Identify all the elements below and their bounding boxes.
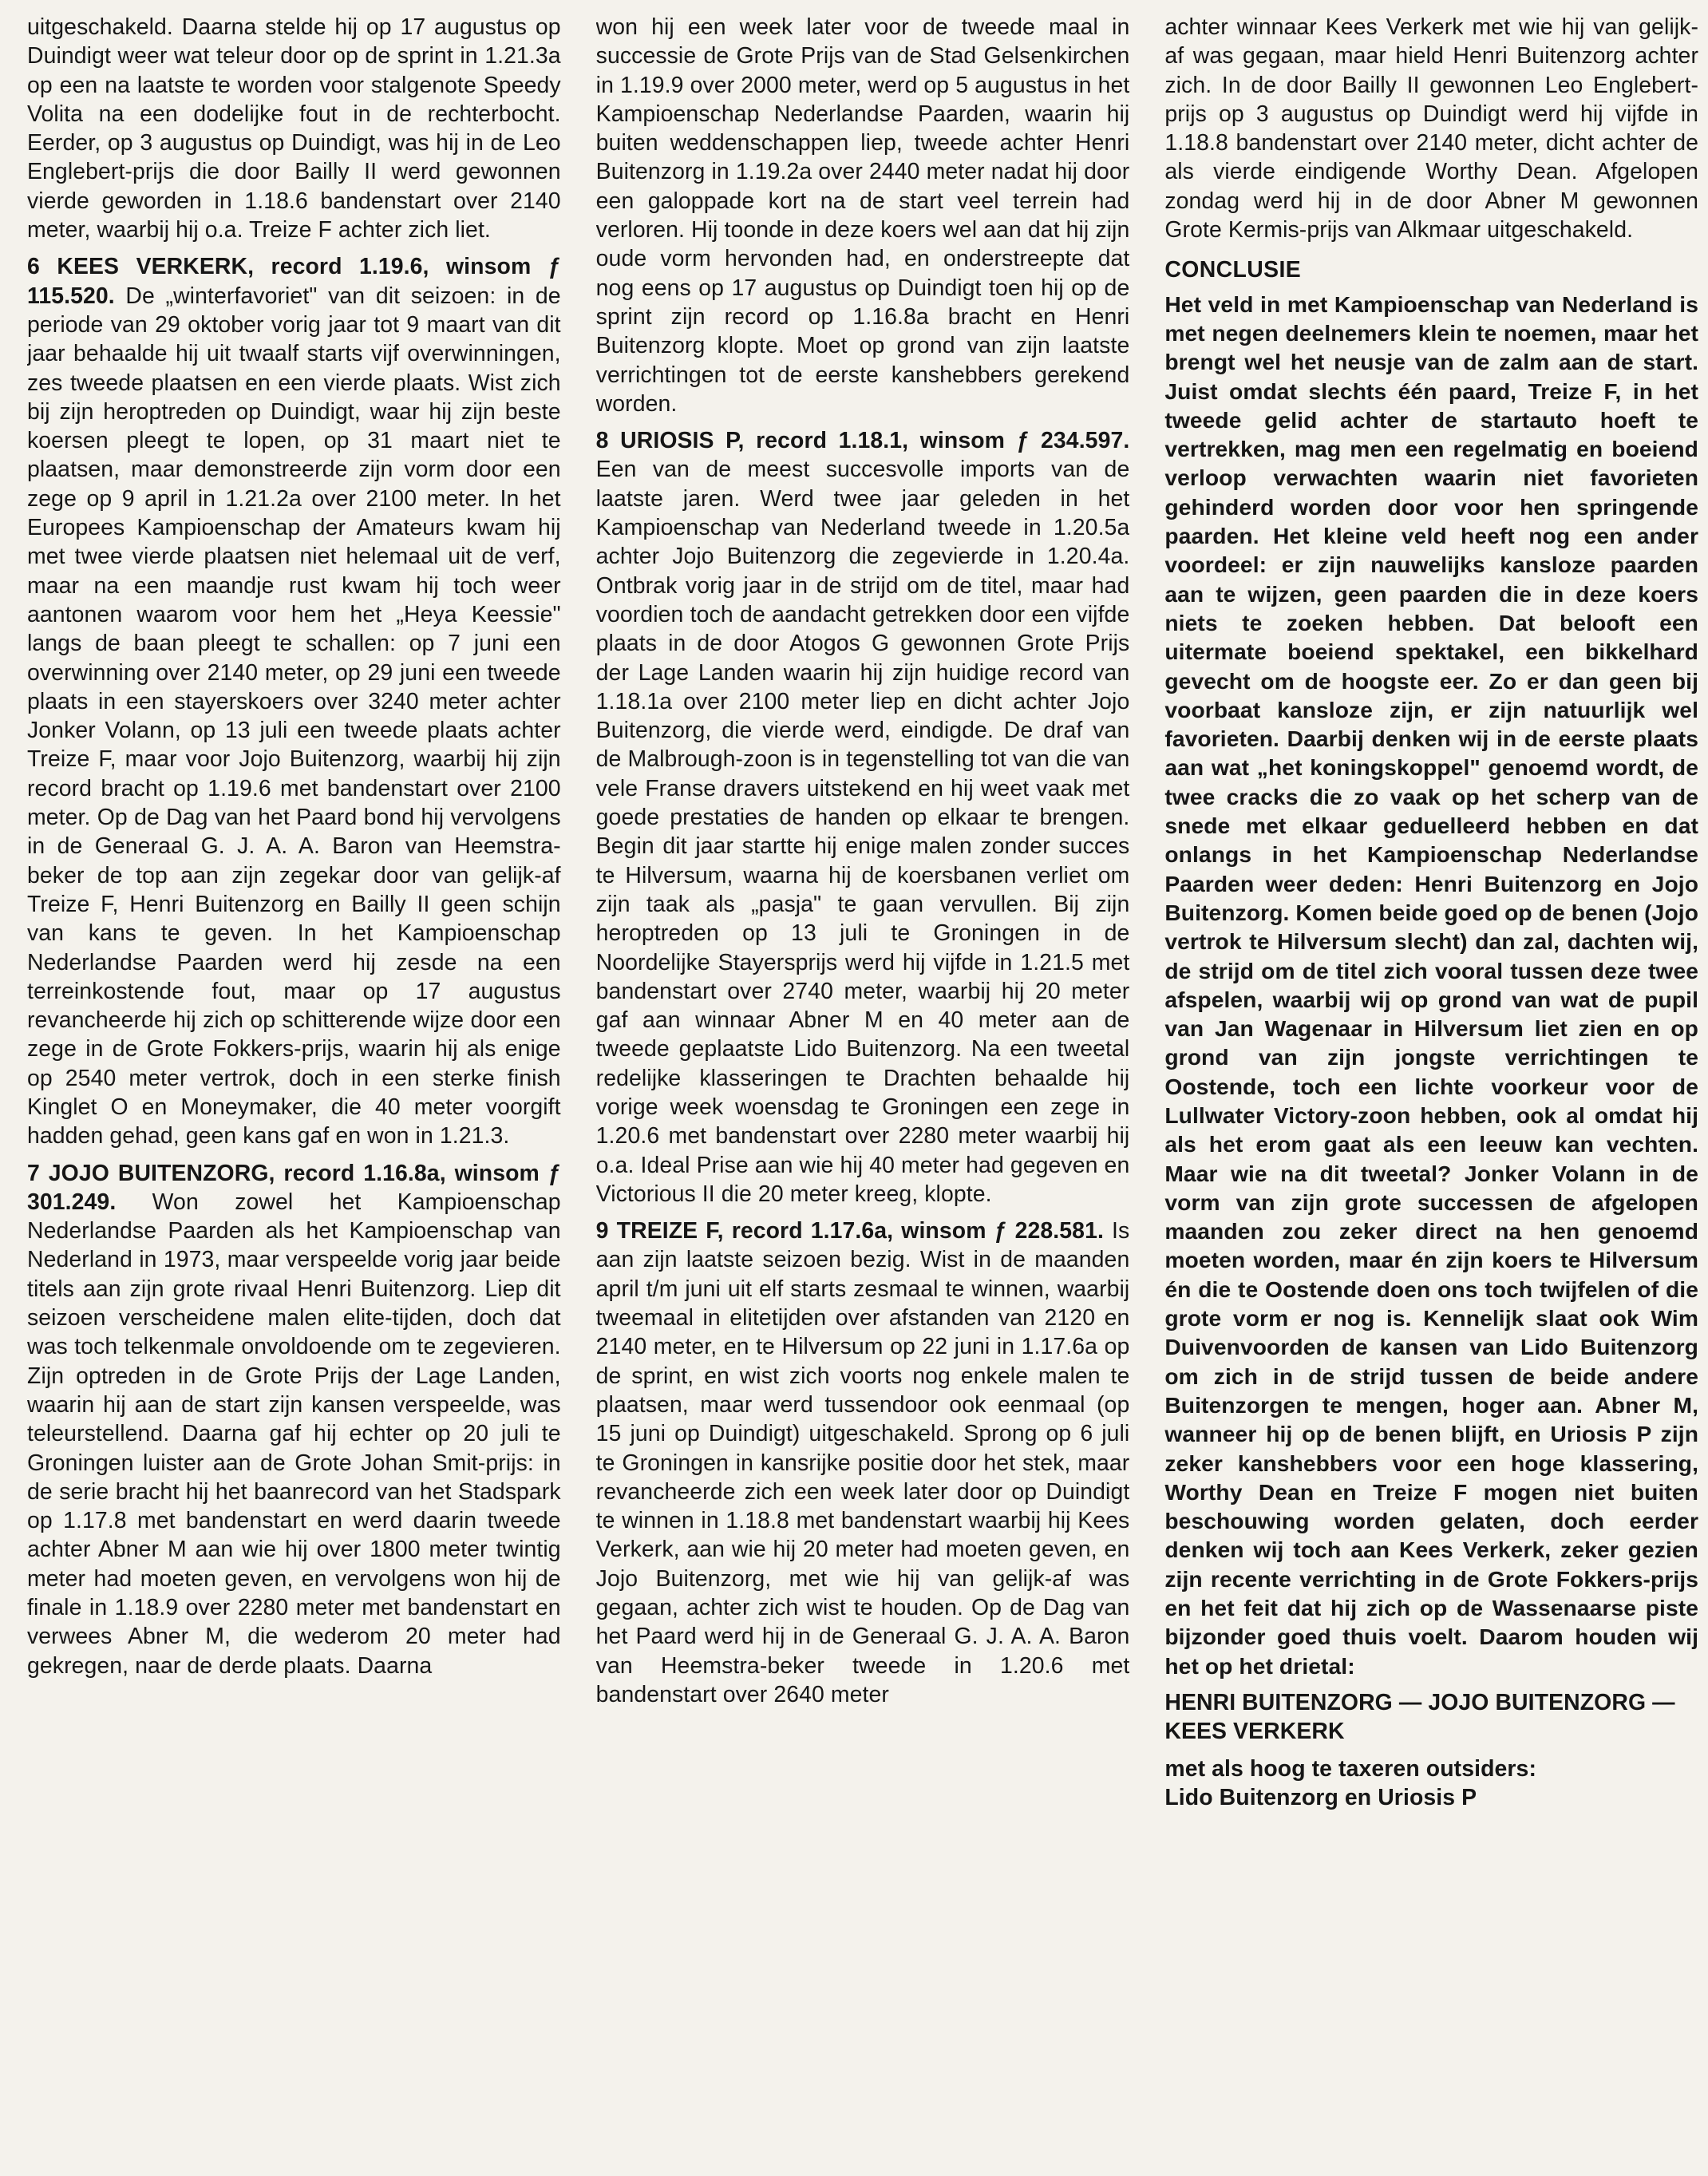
column-right [1164, 13, 1698, 2176]
final-verdict: HENRI BUITENZORG — JOJO BUITENZORG — KEES VERKERK [1164, 1689, 1675, 1745]
entry-text: De „winterfavoriet" van dit seizoen: in de periode van 29 oktober vorig jaar tot 9 maart van dit jaar behaalde hij uit twaalf starts vijf overwinningen, zes tweede plaatsen en een vierde plaats. Wist zich bij zijn heroptreden op Duindigt, waar hij zijn beste koersen pleegt te lopen, op 31 maart niet te plaatsen, maar demonstreerde zijn vorm door een zege op 9 april in 1.21.2a over 2100 meter. In het Europees Kampioenschap der Amateurs kwam hij met twee vierde plaatsen niet helemaal uit de verf, maar na een maandje rust kwam hij toch weer aantonen waarom voor hem het „Heya Keessie" langs de baan pleegt te schallen: op 7 juni een overwinning over 2140 meter, op 29 juni een tweede plaats in een stayerskoers over 3240 meter achter Jonker Volann, op 13 juli een tweede plaats achter Treize F, maar voor Jojo Buitenzorg, waarbij hij zijn record bracht op 1.19.6 met bandenstart over 2100 meter. Op de Dag van het Paard bond hij vervolgens in de Generaal G. J. A. A. Baron van Heemstra-beker de top aan zijn zegekar door van gelijk-af Treize F, Henri Buitenzorg en Bailly II geen schijn van kans te geven. In het Kampioenschap Nederlandse Paarden werd hij zesde na een terreinkostende fout, maar op 17 augustus revancheerde hij zich op schitterende wijze door een zege in de Grote Fokkers-prijs, waarin hij als enige op 2540 meter vertrok, doch in een sterke finish Kinglet O en Moneymaker, die 40 meter voorgift hadden gehad, geen kans gaf en won in 1.21.3. [27, 283, 561, 1149]
section-heading-conclusie: CONCLUSIE [1164, 257, 1302, 283]
entry-kees-verkerk [27, 252, 561, 1150]
outsiders-note [1164, 1755, 1698, 1813]
entry-text: Won zowel het Kampioenschap Nederlandse Paarden als het Kampioenschap van Nederland in 1973, maar verspeelde vorig jaar beide titels aan zijn grote rivaal Henri Buitenzorg. Liep dit seizoen verscheidene malen elite-tijden, doch dat was toch telkenmale onvoldoende om te zegevieren. Zijn optreden in de Grote Prijs der Lage Landen, waarin hij aan de start zijn kansen verspeelde, was teleurstellend. Daarna gaf hij echter op 20 juli te Groningen luister aan de Grote Johan Smit-prijs: in de serie bracht hij het baanrecord van het Stadspark op 1.17.8 met bandenstart en werd daarin tweede achter Abner M aan wie hij over 1800 meter twintig meter had moeten geven, en vervolgens won hij de finale in 1.18.9 over 2280 meter met bandenstart en verwees Abner M, die wederom 20 meter had gekregen, naar de derde plaats. Daarna [27, 1189, 561, 1679]
entry-uriosis-p [596, 426, 1130, 1209]
entry-text: Is aan zijn laatste seizoen bezig. Wist in de maanden april t/m juni uit elf starts zesmaal te winnen, waarbij tweemaal in elitetijden over afstanden van 2120 en 2140 meter, en te Hilversum op 22 juni in 1.17.6a op de sprint, en wist zich voorts nog enkele malen te plaatsen, maar werd tussendoor ook eenmaal (op 15 juni op Duindigt) uitgeschakeld. Sprong op 6 juli te Groningen in kansrijke positie door het stek, maar revancheerde zich een week later door op Duindigt te winnen in 1.18.8 met bandenstart waarbij hij Kees Verkerk, aan wie hij 20 meter had moeten geven, en Jojo Buitenzorg, met wie hij van gelijk-af was gegaan, achter zich wist te houden. Op de Dag van het Paard werd hij in de Generaal G. J. A. A. Baron van Heemstra-beker tweede in 1.20.6 met bandenstart over 2640 meter [595, 1218, 1130, 1707]
continuation-paragraph: won hij een week later voor de tweede maal in successie de Grote Prijs van de Stad Gelsenkirchen in 1.19.9 over 2000 meter, werd op 5 augustus in het Kampioenschap Nederlandse Paarden, waarin hij buiten weddenschappen liep, tweede achter Henri Buitenzorg in 1.19.2a over 2440 meter nadat hij door een galoppade kort na de start veel terrein had verloren. Hij toonde in deze koers wel aan dat hij zijn oude vorm hervonden had, en onderstreepte dat nog eens op 17 augustus op Duindigt toen hij op de sprint zijn record op 1.16.8a bracht en Henri Buitenzorg klopte. Moet op grond van zijn laatste verrichtingen tot de eerste kanshebbers gerekend worden. [595, 14, 1130, 417]
entry-heading: 7 JOJO BUITENZORG, record 1.16.8a, winsom ƒ 301.249. [27, 1160, 561, 1215]
column-left [27, 13, 561, 2176]
column-middle [596, 13, 1130, 2176]
entry-jojo-buitenzorg [27, 1159, 561, 1680]
continuation-paragraph: uitgeschakeld. Daarna stelde hij op 17 augustus op Duindigt weer wat teleur door op de sprint in 1.21.3a op een na laatste te worden voor stalgenote Speedy Volita na een dodelijke fout in de rechterbocht. Eerder, op 3 augustus op Duindigt, was hij in de Leo Englebert-prijs die door Bailly II werd gewonnen vierde geworden in 1.18.6 bandenstart over 2140 meter, waarbij hij o.a. Treize F achter zich liet. [27, 14, 561, 243]
entry-text: Een van de meest succesvolle imports van de laatste jaren. Werd twee jaar geleden in het Kampioenschap van Nederland tweede in 1.20.5a achter Jojo Buitenzorg die zegevierde in 1.20.4a. Ontbrak vorig jaar in de strijd om de titel, maar had voordien toch de aandacht getrekken door een vijfde plaats in de door Atogos G gewonnen Grote Prijs der Lage Landen waarin hij zijn huidige record van 1.18.1a over 2100 meter liep en dicht achter Jojo Buitenzorg, die vierde werd, eindigde. De draf van de Malbrough-zoon is in tegenstelling tot van die van vele Franse dravers uitstekend en hij weet vaak met goede prestaties de handen op elkaar te brengen. Begin dit jaar startte hij enige malen zonder succes te Hilversum, waarna hij de koersbanen verliet om zijn taak als „pasja" te gaan vervullen. Bij zijn heroptreden op 13 juli te Groningen in de Noordelijke Stayersprijs werd hij vijfde in 1.21.5 met bandenstart over 2740 meter, waarbij hij 20 meter gaf aan winnaar Abner M en 40 meter aan de tweede geplaatste Lido Buitenzorg. Na een tweetal redelijke klasseringen te Drachten behaalde hij vorige week woensdag te Groningen een zege in 1.20.6 met bandenstart over 2280 meter waarbij hij o.a. Ideal Prise aan wie hij 40 meter had gegeven en Victorious II die 20 meter kreeg, klopte. [595, 457, 1130, 1207]
outsiders-line: met als hoog te taxeren outsiders: [1164, 1755, 1536, 1782]
entry-heading: 9 TREIZE F, record 1.17.6a, winsom ƒ 228.581. [595, 1218, 1113, 1244]
entry-heading: 8 URIOSIS P, record 1.18.1, winsom ƒ 234.597. [595, 428, 1130, 454]
entry-treize-f [596, 1217, 1130, 1709]
entry-heading: 6 KEES VERKERK, record 1.19.6, winsom ƒ 115.520. [27, 254, 561, 309]
outsiders-line: Lido Buitenzorg en Uriosis P [1164, 1784, 1477, 1810]
conclusion-paragraph: Het veld in met Kampioenschap van Nederland is met negen deelnemers klein te noemen, maar het brengt wel het neusje van de zalm aan de start. Juist omdat slechts één paard, Treize F, in het tweede gelid achter de startauto hoeft te vertrekken, mag men een regelmatig en boeiend verloop verwachten waarin niet favorieten gehinderd worden door voor hen springende paarden. Het kleine veld heeft nog een ander voordeel: er zijn nauwelijks kansloze paarden aan te wijzen, geen paarden die in deze koers niets te zoeken hebben. Dat belooft een uitermate boeiend spektakel, een bikkelhard gevecht om de hoogste eer. Zo er dan geen bij voorbaat kansloze zijn, er zijn natuurlijk wel favorieten. Daarbij denken wij in de eerste plaats aan wat „het koningskoppel" genoemd wordt, de twee cracks die zo vaak op het scherp van de snede met elkaar geduelleerd hebben en dat onlangs in het Kampioenschap Nederlandse Paarden weer deden: Henri Buitenzorg en Jojo Buitenzorg. Komen beide goed op de benen (Jojo vertrok te Hilversum slecht) dan zal, dachten wij, de strijd om de titel zich vooral tussen deze twee afspelen, waarbij wij op grond van wat de pupil van Jan Wagenaar in Hilversum liet zien en op grond van zijn jongste verrichtingen te Oostende, toch een lichte voorkeur voor de Lullwater Victory-zoon hebben, ook al omdat hij als het erom gaat als een leeuw kan vechten. Maar wie na dit tweetal? Jonker Volann in de vorm van zijn grote successen de afgelopen maanden zou zeker direct na hen genoemd moeten worden, maar én zijn koers te Hilversum én die te Oostende doen ons toch twijfelen of die grote vorm er nog is. Kennelijk slaat ook Wim Duivenvoorden de kansen van Lido Buitenzorg om zich in de strijd tussen de beide andere Buitenzorgen te mengen, hoger aan. Abner M, wanneer hij op de benen blijft, en Uriosis P zijn zeker kanshebbers voor een hoge klassering, Worthy Dean en Treize F mogen niet buiten beschouwing worden gelaten, doch eerder denken wij toch aan Kees Verkerk, zeker gezien zijn recente verrichting in de Grote Fokkers-prijs en het feit dat hij zich op de Wassenaarse piste bijzonder goed thuis voelt. Daarom houden wij het op het drietal: [1164, 291, 1699, 1679]
continuation-paragraph: achter winnaar Kees Verkerk met wie hij van gelijk-af was gegaan, maar hield Henri Buitenzorg achter zich. In de door Bailly II gewonnen Leo Englebert-prijs op 3 augustus op Duindigt werd hij vijfde in 1.18.8 bandenstart over 2140 meter, dicht achter de als vierde eindigende Worthy Dean. Afgelopen zondag werd hij in de door Abner M gewonnen Grote Kermis-prijs van Alkmaar uitgeschakeld. [1164, 14, 1699, 243]
